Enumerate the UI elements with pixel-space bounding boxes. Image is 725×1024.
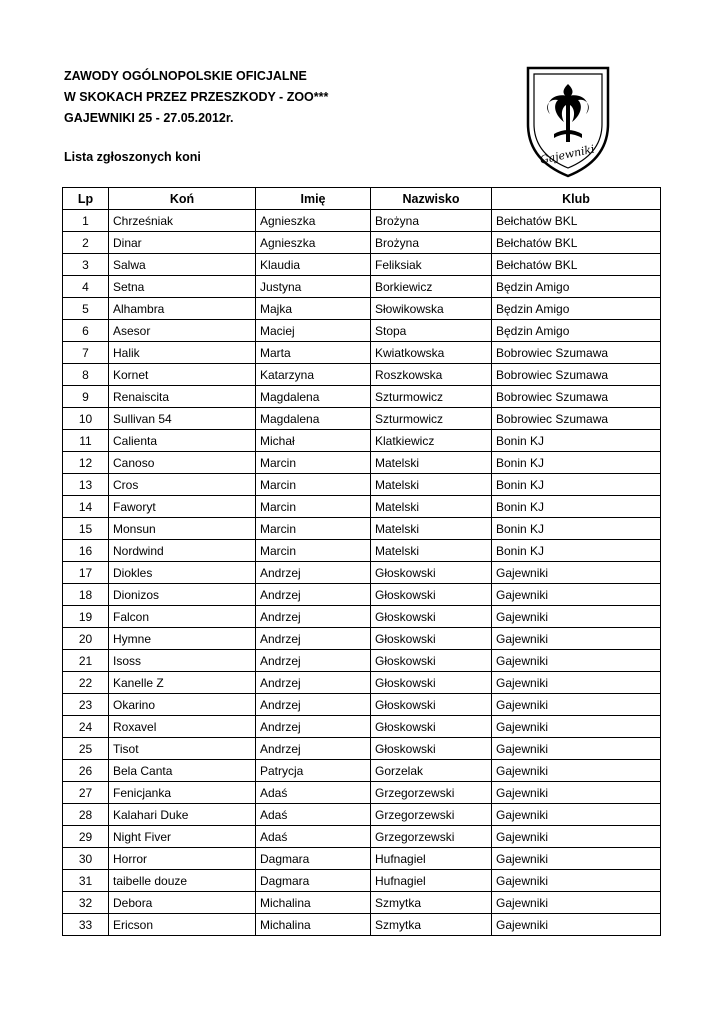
rider-last-name: Klatkiewicz (371, 430, 492, 452)
horse-name: Canoso (109, 452, 256, 474)
column-header-last-name: Nazwisko (371, 188, 492, 210)
event-title: ZAWODY OGÓLNOPOLSKIE OFICJALNE (64, 69, 307, 83)
row-number: 21 (63, 650, 109, 672)
rider-last-name: Kwiatkowska (371, 342, 492, 364)
table-row (63, 848, 661, 870)
row-number: 33 (63, 914, 109, 936)
table-row (63, 650, 661, 672)
horse-name: Debora (109, 892, 256, 914)
rider-last-name: Borkiewicz (371, 276, 492, 298)
column-header-lp: Lp (63, 188, 109, 210)
row-number: 6 (63, 320, 109, 342)
horse-name: Setna (109, 276, 256, 298)
rider-first-name: Michał (256, 430, 371, 452)
club-name: Gajewniki (492, 716, 661, 738)
rider-last-name: Głoskowski (371, 606, 492, 628)
table-row (63, 562, 661, 584)
club-name: Bobrowiec Szumawa (492, 342, 661, 364)
rider-last-name: Szturmowicz (371, 408, 492, 430)
table-row (63, 716, 661, 738)
rider-last-name: Głoskowski (371, 628, 492, 650)
horse-name: Dionizos (109, 584, 256, 606)
table-row (63, 254, 661, 276)
rider-last-name: Gorzelak (371, 760, 492, 782)
club-name: Gajewniki (492, 848, 661, 870)
club-name: Będzin Amigo (492, 276, 661, 298)
table-row (63, 232, 661, 254)
club-name: Bonin KJ (492, 518, 661, 540)
horse-name: Okarino (109, 694, 256, 716)
horse-name: taibelle douze (109, 870, 256, 892)
club-name: Bonin KJ (492, 474, 661, 496)
rider-first-name: Michalina (256, 914, 371, 936)
club-name: Gajewniki (492, 760, 661, 782)
rider-first-name: Dagmara (256, 848, 371, 870)
row-number: 32 (63, 892, 109, 914)
horse-entry-table (62, 187, 661, 936)
horse-name: Diokles (109, 562, 256, 584)
horse-name: Roxavel (109, 716, 256, 738)
row-number: 5 (63, 298, 109, 320)
table-header-row (63, 188, 661, 210)
club-name: Bełchatów BKL (492, 210, 661, 232)
rider-first-name: Andrzej (256, 562, 371, 584)
rider-first-name: Andrzej (256, 738, 371, 760)
rider-first-name: Andrzej (256, 628, 371, 650)
row-number: 15 (63, 518, 109, 540)
club-name: Bobrowiec Szumawa (492, 386, 661, 408)
row-number: 19 (63, 606, 109, 628)
rider-last-name: Stopa (371, 320, 492, 342)
horse-name: Ericson (109, 914, 256, 936)
club-name: Gajewniki (492, 628, 661, 650)
horse-name: Cros (109, 474, 256, 496)
rider-first-name: Andrzej (256, 650, 371, 672)
row-number: 3 (63, 254, 109, 276)
document-header (64, 66, 328, 129)
rider-first-name: Adaś (256, 782, 371, 804)
table-row (63, 892, 661, 914)
horse-name: Falcon (109, 606, 256, 628)
rider-last-name: Szmytka (371, 892, 492, 914)
row-number: 20 (63, 628, 109, 650)
rider-last-name: Hufnagiel (371, 870, 492, 892)
rider-first-name: Magdalena (256, 408, 371, 430)
event-discipline: W SKOKACH PRZEZ PRZESZKODY - ZOO*** (64, 90, 329, 104)
rider-last-name: Brożyna (371, 210, 492, 232)
row-number: 16 (63, 540, 109, 562)
rider-last-name: Głoskowski (371, 672, 492, 694)
horse-name: Fenicjanka (109, 782, 256, 804)
row-number: 7 (63, 342, 109, 364)
column-header-club: Klub (492, 188, 661, 210)
horse-name: Faworyt (109, 496, 256, 518)
rider-first-name: Marcin (256, 518, 371, 540)
row-number: 30 (63, 848, 109, 870)
table-row (63, 474, 661, 496)
club-name: Bobrowiec Szumawa (492, 408, 661, 430)
rider-first-name: Adaś (256, 826, 371, 848)
rider-last-name: Matelski (371, 496, 492, 518)
rider-first-name: Marcin (256, 496, 371, 518)
horse-name: Kanelle Z (109, 672, 256, 694)
row-number: 23 (63, 694, 109, 716)
rider-first-name: Marcin (256, 540, 371, 562)
table-row (63, 298, 661, 320)
rider-last-name: Głoskowski (371, 650, 492, 672)
table-row (63, 782, 661, 804)
club-name: Gajewniki (492, 672, 661, 694)
row-number: 12 (63, 452, 109, 474)
rider-first-name: Dagmara (256, 870, 371, 892)
table-row (63, 694, 661, 716)
horse-name: Bela Canta (109, 760, 256, 782)
rider-first-name: Andrzej (256, 716, 371, 738)
club-name: Gajewniki (492, 738, 661, 760)
horse-name: Isoss (109, 650, 256, 672)
table-row (63, 364, 661, 386)
row-number: 9 (63, 386, 109, 408)
club-name: Gajewniki (492, 804, 661, 826)
rider-last-name: Głoskowski (371, 738, 492, 760)
rider-first-name: Justyna (256, 276, 371, 298)
club-name: Gajewniki (492, 584, 661, 606)
club-name: Bełchatów BKL (492, 254, 661, 276)
rider-last-name: Hufnagiel (371, 848, 492, 870)
horse-name: Kornet (109, 364, 256, 386)
club-name: Gajewniki (492, 870, 661, 892)
column-header-horse: Koń (109, 188, 256, 210)
rider-last-name: Matelski (371, 474, 492, 496)
rider-last-name: Głoskowski (371, 562, 492, 584)
table-row (63, 914, 661, 936)
event-location-date: GAJEWNIKI 25 - 27.05.2012r. (64, 111, 234, 125)
club-name: Gajewniki (492, 826, 661, 848)
table-row (63, 518, 661, 540)
row-number: 18 (63, 584, 109, 606)
row-number: 14 (63, 496, 109, 518)
horse-name: Chrześniak (109, 210, 256, 232)
row-number: 26 (63, 760, 109, 782)
horse-name: Monsun (109, 518, 256, 540)
rider-first-name: Andrzej (256, 672, 371, 694)
club-name: Gajewniki (492, 694, 661, 716)
table-row (63, 606, 661, 628)
rider-last-name: Grzegorzewski (371, 782, 492, 804)
table-row (63, 408, 661, 430)
rider-first-name: Andrzej (256, 694, 371, 716)
rider-last-name: Grzegorzewski (371, 804, 492, 826)
table-row (63, 804, 661, 826)
club-name: Bonin KJ (492, 496, 661, 518)
rider-last-name: Głoskowski (371, 694, 492, 716)
club-name: Gajewniki (492, 782, 661, 804)
svg-text:Gajewniki: Gajewniki (538, 142, 596, 167)
rider-last-name: Matelski (371, 518, 492, 540)
horse-name: Horror (109, 848, 256, 870)
table-row (63, 496, 661, 518)
row-number: 28 (63, 804, 109, 826)
club-name: Będzin Amigo (492, 298, 661, 320)
row-number: 10 (63, 408, 109, 430)
rider-first-name: Agnieszka (256, 232, 371, 254)
row-number: 25 (63, 738, 109, 760)
gajewniki-logo (522, 64, 614, 180)
club-name: Gajewniki (492, 606, 661, 628)
rider-last-name: Matelski (371, 452, 492, 474)
club-name: Bełchatów BKL (492, 232, 661, 254)
row-number: 8 (63, 364, 109, 386)
horse-name: Night Fiver (109, 826, 256, 848)
row-number: 29 (63, 826, 109, 848)
rider-first-name: Andrzej (256, 584, 371, 606)
rider-first-name: Marcin (256, 474, 371, 496)
row-number: 13 (63, 474, 109, 496)
table-row (63, 342, 661, 364)
rider-last-name: Grzegorzewski (371, 826, 492, 848)
rider-last-name: Głoskowski (371, 716, 492, 738)
club-name: Gajewniki (492, 650, 661, 672)
club-name: Bonin KJ (492, 452, 661, 474)
club-name: Gajewniki (492, 914, 661, 936)
rider-first-name: Adaś (256, 804, 371, 826)
rider-first-name: Agnieszka (256, 210, 371, 232)
shield-crest-icon (522, 64, 614, 180)
table-row (63, 386, 661, 408)
rider-last-name: Matelski (371, 540, 492, 562)
horse-name: Halik (109, 342, 256, 364)
rider-first-name: Michalina (256, 892, 371, 914)
row-number: 27 (63, 782, 109, 804)
table-row (63, 672, 661, 694)
rider-last-name: Szturmowicz (371, 386, 492, 408)
row-number: 2 (63, 232, 109, 254)
table-row (63, 430, 661, 452)
rider-first-name: Andrzej (256, 606, 371, 628)
horse-name: Dinar (109, 232, 256, 254)
rider-last-name: Głoskowski (371, 584, 492, 606)
rider-first-name: Katarzyna (256, 364, 371, 386)
horse-name: Alhambra (109, 298, 256, 320)
club-name: Bonin KJ (492, 540, 661, 562)
table-row (63, 760, 661, 782)
horse-name: Renaiscita (109, 386, 256, 408)
horse-name: Tisot (109, 738, 256, 760)
club-name: Gajewniki (492, 562, 661, 584)
rider-first-name: Marcin (256, 452, 371, 474)
rider-last-name: Szmytka (371, 914, 492, 936)
horse-name: Calienta (109, 430, 256, 452)
rider-first-name: Majka (256, 298, 371, 320)
row-number: 22 (63, 672, 109, 694)
row-number: 11 (63, 430, 109, 452)
rider-first-name: Marta (256, 342, 371, 364)
club-name: Gajewniki (492, 892, 661, 914)
table-row (63, 540, 661, 562)
row-number: 4 (63, 276, 109, 298)
rider-first-name: Klaudia (256, 254, 371, 276)
horse-name: Nordwind (109, 540, 256, 562)
rider-last-name: Roszkowska (371, 364, 492, 386)
list-title: Lista zgłoszonych koni (64, 150, 201, 164)
column-header-first-name: Imię (256, 188, 371, 210)
table-row (63, 276, 661, 298)
horse-name: Hymne (109, 628, 256, 650)
horse-name: Sullivan 54 (109, 408, 256, 430)
table-row (63, 826, 661, 848)
rider-last-name: Feliksiak (371, 254, 492, 276)
row-number: 24 (63, 716, 109, 738)
club-name: Bobrowiec Szumawa (492, 364, 661, 386)
table-row (63, 584, 661, 606)
horse-name: Salwa (109, 254, 256, 276)
row-number: 31 (63, 870, 109, 892)
rider-first-name: Magdalena (256, 386, 371, 408)
rider-last-name: Brożyna (371, 232, 492, 254)
table-row (63, 738, 661, 760)
rider-first-name: Maciej (256, 320, 371, 342)
row-number: 1 (63, 210, 109, 232)
table-row (63, 870, 661, 892)
horse-name: Kalahari Duke (109, 804, 256, 826)
club-name: Bonin KJ (492, 430, 661, 452)
table-row (63, 628, 661, 650)
horse-name: Asesor (109, 320, 256, 342)
rider-last-name: Słowikowska (371, 298, 492, 320)
row-number: 17 (63, 562, 109, 584)
club-name: Będzin Amigo (492, 320, 661, 342)
rider-first-name: Patrycja (256, 760, 371, 782)
table-row (63, 320, 661, 342)
table-row (63, 210, 661, 232)
table-row (63, 452, 661, 474)
